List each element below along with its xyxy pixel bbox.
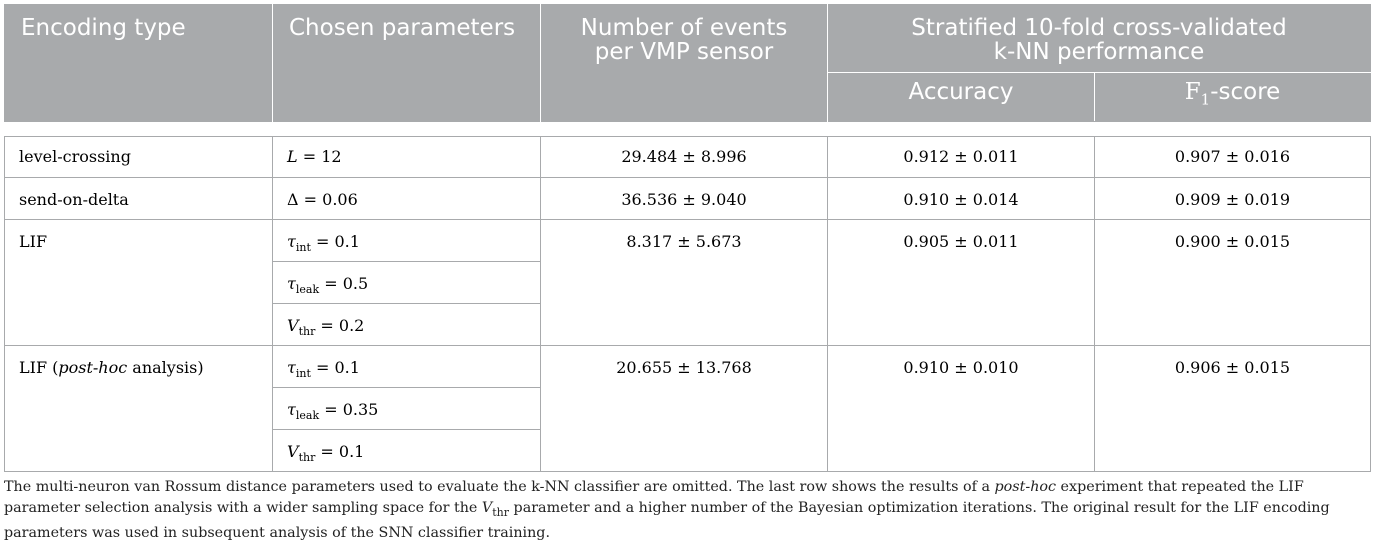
header-number-of-events: Number of events per VMP sensor (541, 4, 828, 122)
cell-f1: 0.900 ± 0.015 (1095, 220, 1371, 346)
param-value: = 0.06 (298, 190, 358, 209)
cell-param (273, 178, 541, 220)
cell-param (273, 137, 541, 178)
cell-encoding (5, 346, 273, 472)
cell-param (273, 388, 541, 430)
cell-events: 36.536 ± 9.040 (541, 178, 828, 220)
cell-param (273, 430, 541, 472)
cell-f1: 0.906 ± 0.015 (1095, 346, 1371, 472)
cell-events: 29.484 ± 8.996 (541, 137, 828, 178)
param-value: = 0.1 (310, 358, 360, 377)
cell-accuracy: 0.905 ± 0.011 (828, 220, 1095, 346)
param-value: = 0.1 (310, 232, 360, 251)
cell-events: 20.655 ± 13.768 (541, 346, 828, 472)
header-chosen-parameters: Chosen parameters (273, 4, 541, 122)
footnote-text: The multi-neuron van Rossum distance parameters used to evaluate the k-NN classifier are omitted. The last row shows the results of a (4, 479, 995, 495)
table-row (5, 178, 1371, 220)
cell-param (273, 304, 541, 346)
encoding-prefix: LIF ( (19, 358, 59, 377)
param-symbol: L (287, 147, 298, 166)
footnote-emphasis: post-hoc (994, 479, 1057, 495)
cell-f1: 0.909 ± 0.019 (1095, 178, 1371, 220)
header-f1-suffix: -score (1210, 79, 1281, 105)
cell-encoding: send-on-delta (5, 178, 273, 220)
param-subscript: int (295, 367, 311, 381)
cell-accuracy: 0.910 ± 0.010 (828, 346, 1095, 472)
cell-encoding: level-crossing (5, 137, 273, 178)
header-knn-performance: Stratified 10-fold cross-validated k-NN performance (828, 4, 1371, 73)
param-value: = 0.35 (319, 400, 379, 419)
param-subscript: thr (298, 451, 316, 465)
param-symbol: τ (287, 274, 296, 293)
cell-param (273, 346, 541, 388)
cell-param (273, 220, 541, 262)
param-symbol: V (287, 442, 299, 461)
param-subscript: int (295, 241, 311, 255)
footnote-subscript: thr (492, 505, 509, 519)
cell-f1: 0.907 ± 0.016 (1095, 137, 1371, 178)
param-symbol: τ (287, 358, 296, 377)
cell-events: 8.317 ± 5.673 (541, 220, 828, 346)
encoding-suffix: analysis) (127, 358, 204, 377)
header-f1-score (1095, 73, 1371, 122)
param-subscript: leak (295, 283, 320, 297)
param-symbol: Δ (287, 190, 299, 209)
param-symbol: τ (287, 232, 296, 251)
header-encoding-type: Encoding type (5, 4, 273, 122)
param-symbol: τ (287, 400, 296, 419)
header-gap (5, 122, 1371, 137)
encoding-results-table (4, 4, 1371, 472)
header-f1-letter: F (1184, 79, 1201, 105)
param-subscript: leak (295, 409, 320, 423)
cell-accuracy: 0.910 ± 0.014 (828, 178, 1095, 220)
param-symbol: V (287, 316, 299, 335)
param-value: = 0.2 (315, 316, 365, 335)
param-value: = 0.5 (319, 274, 369, 293)
footnote-symbol: V (481, 500, 493, 516)
header-accuracy: Accuracy (828, 73, 1095, 122)
param-subscript: thr (298, 325, 316, 339)
cell-param (273, 262, 541, 304)
cell-accuracy: 0.912 ± 0.011 (828, 137, 1095, 178)
cell-encoding: LIF (5, 220, 273, 346)
table-row (5, 220, 1371, 262)
footnote-text: parameter and a higher number of the Bayesian optimization iterations. The original result for the LIF encoding parameters was used in subsequent analysis of the SNN classifier training. (4, 500, 1330, 541)
footnote-text: experiment that repeated the LIF parameter selection analysis with a wider sampling space for the (4, 479, 1304, 516)
table-row (5, 137, 1371, 178)
param-value: = 0.1 (315, 442, 365, 461)
results-table-container (4, 4, 1370, 544)
param-value: = 12 (297, 147, 342, 166)
table-row (5, 346, 1371, 388)
table-footnote (4, 477, 1370, 544)
header-f1-subscript: 1 (1200, 90, 1211, 109)
encoding-emphasis: post-hoc (58, 358, 128, 377)
